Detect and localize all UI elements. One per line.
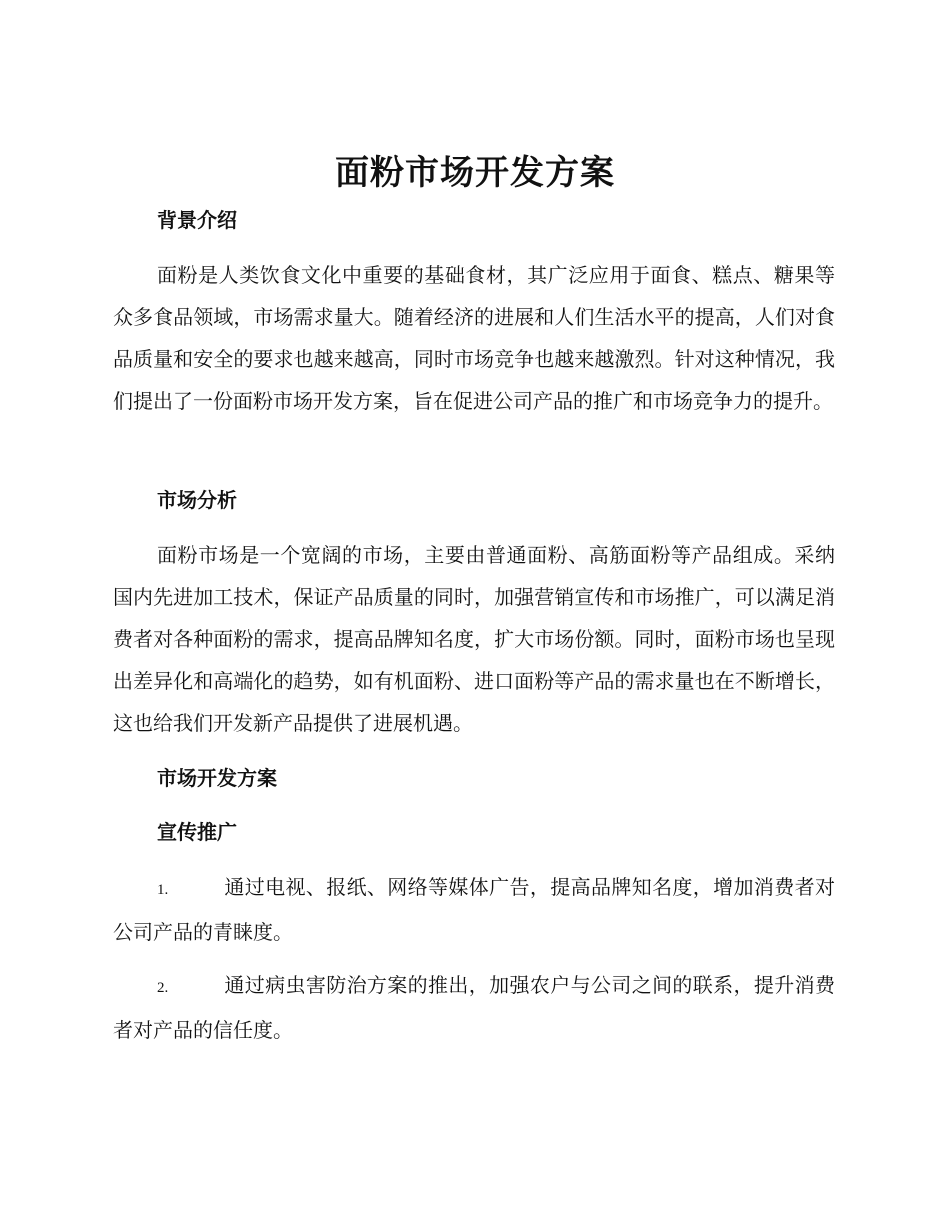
list-item bbox=[113, 964, 835, 1051]
section-heading-market-development-plan: 市场开发方案 bbox=[157, 766, 277, 790]
section-heading-promotion: 宣传推广 bbox=[157, 820, 237, 844]
paragraph-background: 面粉是人类饮食文化中重要的基础食材，其广泛应用于面食、糕点、糖果等众多食品领域，市场需求量大。随着经济的进展和人们生活水平的提高，人们对食品质量和安全的要求也越来越高，同时市场竞争也越来越激烈。针对这种情况，我们提出了一份面粉市场开发方案，旨在促进公司产品的推广和市场竞争力的提升。 bbox=[113, 263, 835, 413]
list-item-text: 通过电视、报纸、网络等媒体广告，提高品牌知名度，增加消费者对公司产品的青睐度。 bbox=[113, 875, 835, 944]
section-heading-market-analysis: 市场分析 bbox=[157, 488, 237, 512]
document-title: 面粉市场开发方案 bbox=[335, 153, 615, 193]
list-item-number: 1. bbox=[157, 882, 169, 898]
section-heading-background: 背景介绍 bbox=[157, 208, 237, 232]
list-item-text: 通过病虫害防治方案的推出，加强农户与公司之间的联系，提升消费者对产品的信任度。 bbox=[113, 973, 835, 1042]
paragraph-market-analysis: 面粉市场是一个宽阔的市场，主要由普通面粉、高筋面粉等产品组成。采纳国内先进加工技术，保证产品质量的同时，加强营销宣传和市场推广，可以满足消费者对各种面粉的需求，提高品牌知名度，扩大市场份额。同时，面粉市场也呈现出差异化和高端化的趋势，如有机面粉、进口面粉等产品的需求量也在不断增长，这也给我们开发新产品提供了进展机遇。 bbox=[113, 543, 835, 735]
list-item bbox=[113, 866, 835, 953]
list-item-number: 2. bbox=[157, 980, 169, 996]
